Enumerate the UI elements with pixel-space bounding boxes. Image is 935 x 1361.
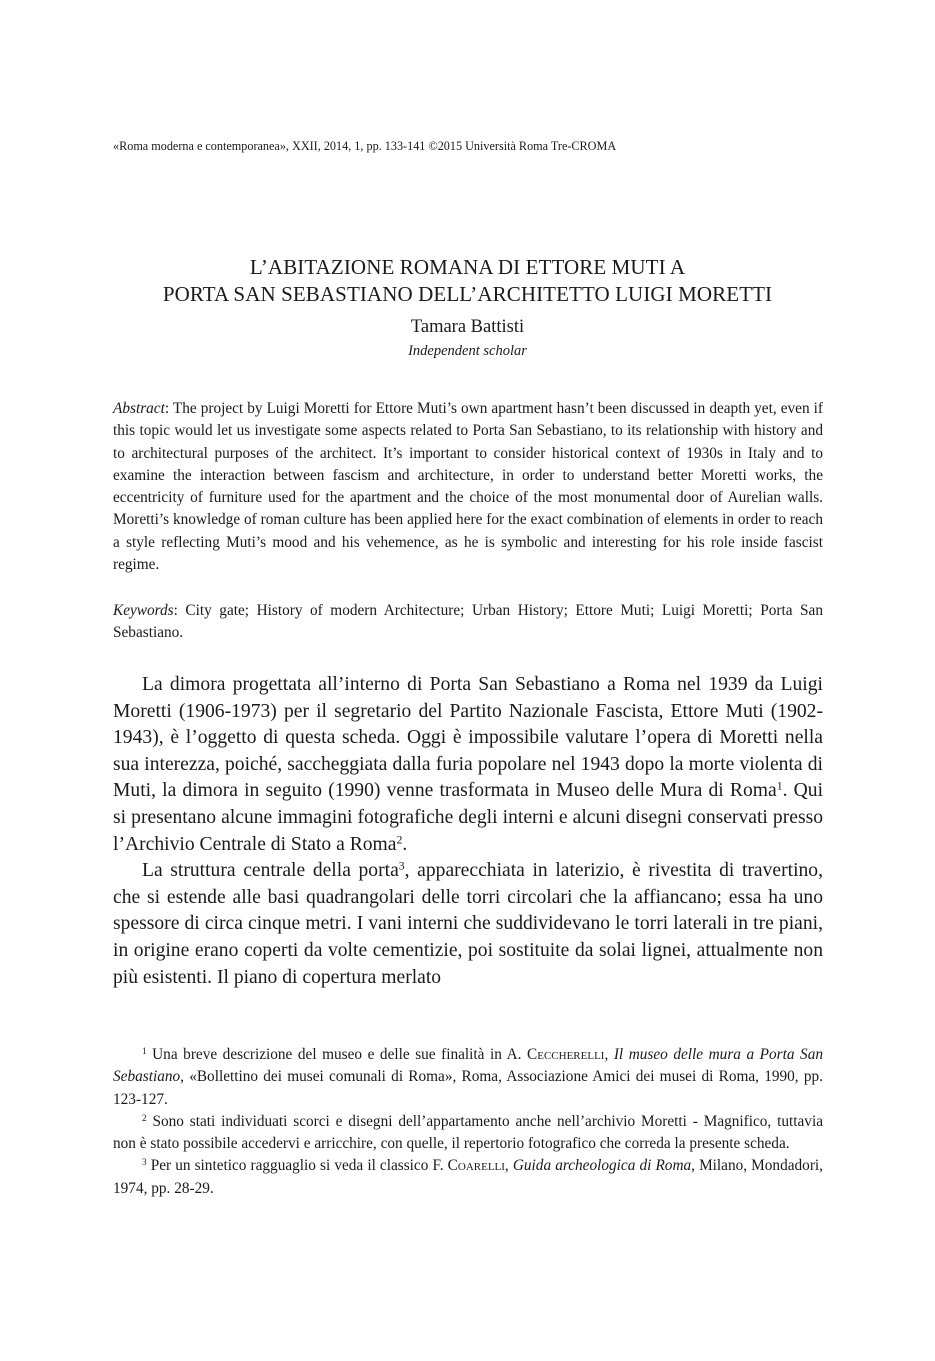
footnote-number: 2	[142, 1112, 147, 1123]
author-name: Tamara Battisti	[410, 317, 525, 337]
footnote-text: Per un sintetico ragguaglio si veda il classico F.	[146, 1157, 448, 1175]
footnote-2	[113, 1111, 823, 1156]
body-text-span: , apparecchiata in laterizio, è rivestita di travertino, che si estende alle basi quadrangolari delle torri circolari che la affiancano; essa ha uno spessore di circa cinque metri. I vani interni che suddividevano le torri laterali in tre piani, in origine erano coperti da volte cementizie, poi sostituite da solai lignei, attualmente non più esistenti. Il piano di copertura merlato	[113, 860, 824, 988]
abstract-text: : The project by Luigi Moretti for Ettore Muti’s own apartment hasn’t been discussed in deapth yet, even if this topic would let us investigate some aspects related to Porta San Sebastiano, to its relationship with history and to architectural purposes of the architect. It’s important to consider historical context of 1930s in Italy and to examine the interaction between fascism and architecture, in order to understand better Moretti works, the eccentricity of furniture used for the apartment and the choice of the most monumental door of Aurelian walls. Moretti’s knowledge of roman culture has been applied here for the exact combination of elements in order to reach a style reflecting Muti’s mood and his vehemence, as he is symbolic and interesting for his role inside fascist regime.	[113, 400, 823, 574]
footnote-text: ,	[604, 1046, 614, 1063]
footnote-ref-1[interactable]: 1	[776, 779, 783, 793]
footnote-number: 3	[142, 1157, 147, 1168]
abstract-label: Abstract	[113, 400, 165, 417]
keywords-text: : City gate; History of modern Architecture; Urban History; Ettore Muti; Luigi Moretti; Porta San Sebastiano.	[113, 602, 823, 642]
footnote-text: , Milano, Mondadori, 1974, pp. 28-29.	[113, 1157, 823, 1197]
body-text-span: .	[402, 833, 408, 855]
abstract	[113, 398, 823, 576]
footnote-number: 1	[142, 1045, 147, 1056]
author-affiliation: Independent scholar	[408, 343, 527, 359]
footnote-1	[113, 1044, 823, 1111]
keywords-label: Keywords	[113, 602, 174, 619]
cited-author: Ceccherelli	[527, 1046, 605, 1063]
article-title-line-1: L’ABITAZIONE ROMANA DI ETTORE MUTI A	[249, 255, 686, 279]
body-text	[113, 672, 823, 991]
footnote-ref-3[interactable]: 3	[398, 859, 405, 873]
cited-title: Guida archeologica di Roma	[512, 1157, 692, 1175]
body-text-span: . Qui si presentano alcune immagini fotografiche degli interni e alcuni disegni conservati presso l’Archivio Centrale di Stato a Roma	[113, 780, 824, 855]
footnote-text: Sono stati individuati scorci e disegni dell’appartamento anche nell’archivio Moretti - Magnifico, tuttavia non è stato possibile accedervi e arricchire, con quelle, il repertorio fotografico che correda la presente scheda.	[113, 1112, 823, 1153]
body-text-span: La dimora progettata all’interno di Porta San Sebastiano a Roma nel 1939 da Luigi Moretti (1906-1973) per il segretario del Partito Nazionale Fascista, Ettore Muti (1902-1943), è l’oggetto di questa scheda. Oggi è impossibile valutare l’opera di Moretti nella sua interezza, poiché, saccheggiata dalla furia popolare nel 1943 dopo la morte violenta di Muti, la dimora in seguito (1990) venne trasformata in Museo delle Mura di Roma	[113, 674, 823, 802]
running-head: «Roma moderna e contemporanea», XXII, 2014, 1, pp. 133-141 ©2015 Università Roma Tre-CROMA	[113, 139, 617, 153]
cited-title: Il museo delle mura a Porta San Sebastiano	[113, 1046, 823, 1086]
footnote-3	[113, 1155, 823, 1200]
footnote-text: ,	[504, 1157, 513, 1175]
keywords	[113, 600, 823, 645]
body-paragraph-1	[113, 672, 823, 858]
body-text-span: La struttura centrale della porta	[142, 860, 399, 882]
article-title	[60, 254, 875, 308]
footnotes	[113, 1044, 823, 1200]
footnote-text: Una breve descrizione del museo e delle sue finalità in A.	[146, 1046, 528, 1063]
cited-author: Coarelli	[447, 1157, 505, 1175]
footnote-text: , «Bollettino dei musei comunali di Roma», Roma, Associazione Amici dei musei di Roma, 1990, pp. 123-127.	[113, 1068, 823, 1108]
article-title-line-2: PORTA SAN SEBASTIANO DELL’ARCHITETTO LUIGI MORETTI	[162, 282, 773, 306]
body-paragraph-2	[113, 858, 823, 991]
footnote-ref-2[interactable]: 2	[396, 833, 403, 847]
